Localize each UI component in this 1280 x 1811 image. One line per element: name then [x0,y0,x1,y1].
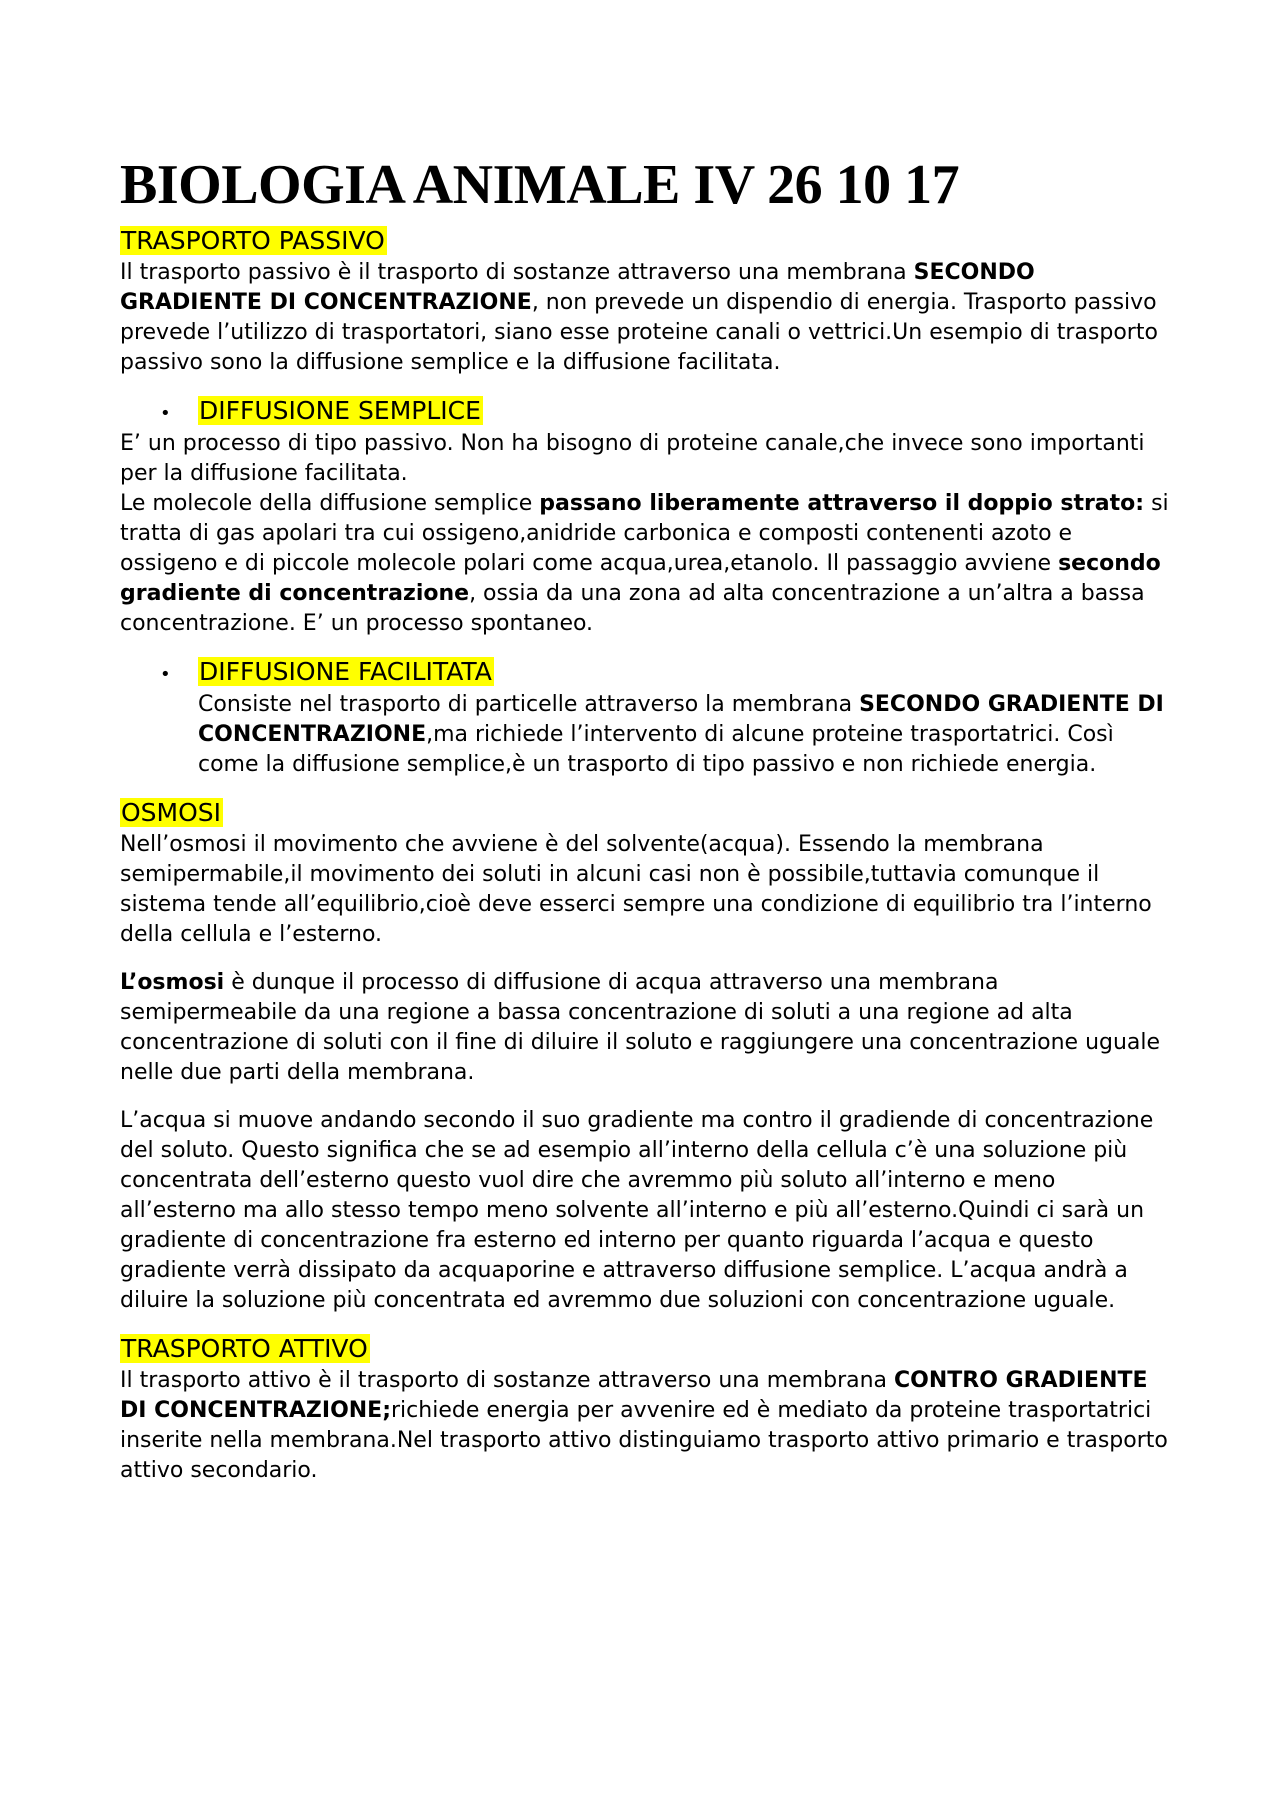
highlighted-heading-text: OSMOSI [121,798,222,827]
highlighted-heading-text: DIFFUSIONE SEMPLICE [199,396,481,425]
text-run: Il trasporto passivo è il trasporto di sostanze attraverso una membrana [120,260,914,285]
text-run: , ossia da una zona ad alta concentrazione a un’altra a bassa concentrazione. E’ un processo spontaneo. [120,581,1145,636]
bullet-icon: • [160,664,171,685]
bold-text-run: SECONDO GRADIENTE DI CONCENTRAZIONE [120,260,1035,315]
paragraph-osmosi-3: L’acqua si muove andando secondo il suo gradiente ma contro il gradiende di concentrazione del soluto. Questo significa che se ad esempio all’interno della cellula c’è una soluzione più concentrata dell’esterno questo vuol dire che avremmo più soluto all’interno e meno all’esterno ma allo stesso tempo meno solvente all’interno e più all’esterno.Quindi ci sarà un gradiente di concentrazione fra esterno ed interno per quanto riguarda l’acqua e questo gradiente verrà dissipato da acquaporine e attraverso diffusione semplice. L’acqua andrà a diluire la soluzione più concentrata ed avremmo due soluzioni con concentrazione uguale. [120,1108,1154,1313]
bullet-icon: • [160,403,171,424]
document-title: BIOLOGIA ANIMALE IV 26 10 17 [120,154,960,216]
text-run: Consiste nel trasporto di particelle attraverso la membrana [198,692,860,717]
highlighted-heading-text: TRASPORTO PASSIVO [121,226,385,255]
text-run: richiede energia per avvenire ed è mediato da proteine trasportatrici inserite nella membrana.Nel trasporto attivo distinguiamo trasporto attivo primario e trasporto attivo secondario. [120,1398,1168,1483]
bold-text-run: passano liberamente attraverso il doppio strato: [539,491,1145,516]
section-heading-trasporto-attivo [120,1332,1170,1366]
text-run: si tratta di gas apolari tra cui ossigeno,anidride carbonica e composti contenenti azoto e ossigeno e di piccole molecole polari come acqua,urea,etanolo. Il passaggio avviene [120,491,1169,576]
bold-text-run: SECONDO GRADIENTE DI CONCENTRAZIONE [198,692,1164,747]
paragraph-diffusione-facilitata [198,690,1170,780]
document-page [120,150,1170,1486]
bullet-heading-diffusione-semplice [120,394,1170,429]
paragraph-trasporto-attivo [120,1366,1170,1486]
paragraph-osmosi-2 [120,968,1170,1088]
paragraph-diffusione-semplice-1: E’ un processo di tipo passivo. Non ha bisogno di proteine canale,che invece sono importanti per la diffusione facilitata. [120,431,1145,486]
text-run: ,ma richiede l’intervento di alcune proteine trasportatrici. Così come la diffusione semplice,è un trasporto di tipo passivo e non richiede energia. [198,722,1114,777]
section-heading-osmosi [120,796,1170,830]
bullet-heading-diffusione-facilitata [120,655,1170,690]
text-run: , non prevede un dispendio di energia. Trasporto passivo prevede l’utilizzo di trasportatori, siano esse proteine canali o vettrici.Un esempio di trasporto passivo sono la diffusione semplice e la diffusione facilitata. [120,290,1158,375]
paragraph-trasporto-passivo [120,258,1170,378]
highlighted-heading-text: DIFFUSIONE FACILITATA [199,657,492,686]
text-run: Il trasporto attivo è il trasporto di sostanze attraverso una membrana [120,1368,895,1393]
paragraph-diffusione-semplice-2 [120,489,1170,639]
highlighted-heading-text: TRASPORTO ATTIVO [121,1334,368,1363]
paragraph-osmosi-1: Nell’osmosi il movimento che avviene è del solvente(acqua). Essendo la membrana semipermabile,il movimento dei soluti in alcuni casi non è possibile,tuttavia comunque il sistema tende all’equilibrio,cioè deve esserci sempre una condizione di equilibrio tra l’interno della cellula e l’esterno. [120,832,1152,947]
bold-text-run: secondo gradiente di concentrazione [120,551,1161,606]
text-run: Le molecole della diffusione semplice [120,491,540,516]
bold-text-run: CONTRO GRADIENTE DI CONCENTRAZIONE; [120,1368,1148,1423]
text-run: è dunque il processo di diffusione di acqua attraverso una membrana semipermeabile da una regione a bassa concentrazione di soluti a una regione ad alta concentrazione di soluti con il fine di diluire il soluto e raggiungere una concentrazione uguale nelle due parti della membrana. [120,970,1161,1085]
section-heading-trasporto-passivo [120,224,1170,258]
bold-text-run: L’osmosi [120,970,225,995]
